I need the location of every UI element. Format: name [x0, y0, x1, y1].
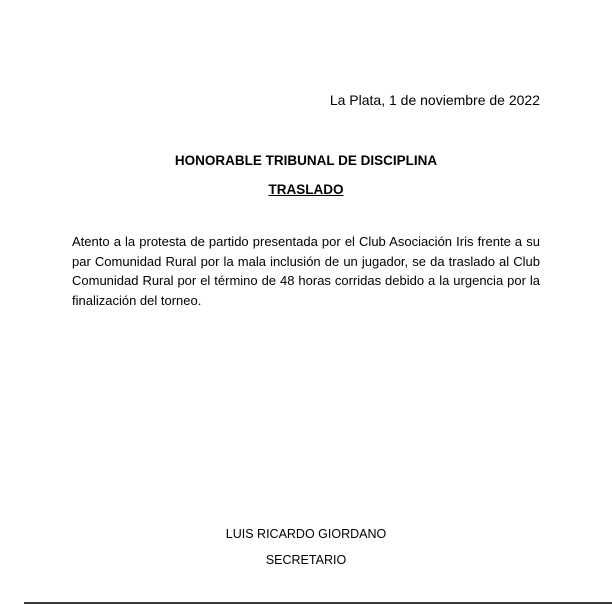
signature-name: LUIS RICARDO GIORDANO — [225, 527, 387, 541]
document-title: HONORABLE TRIBUNAL DE DISCIPLINA — [174, 153, 438, 168]
signature-role: SECRETARIO — [265, 553, 347, 567]
body-paragraph: Atento a la protesta de partido presentada por el Club Asociación Iris frente a su par Comunidad Rural por la mala inclusión de un jugador, se da traslado al Club Comunidad Rural por el término de 48 horas corridas debido a la urgencia por la finalización del torneo. — [72, 234, 540, 308]
date-line: La Plata, 1 de noviembre de 2022 — [329, 92, 540, 108]
document-subtitle: TRASLADO — [268, 182, 344, 197]
